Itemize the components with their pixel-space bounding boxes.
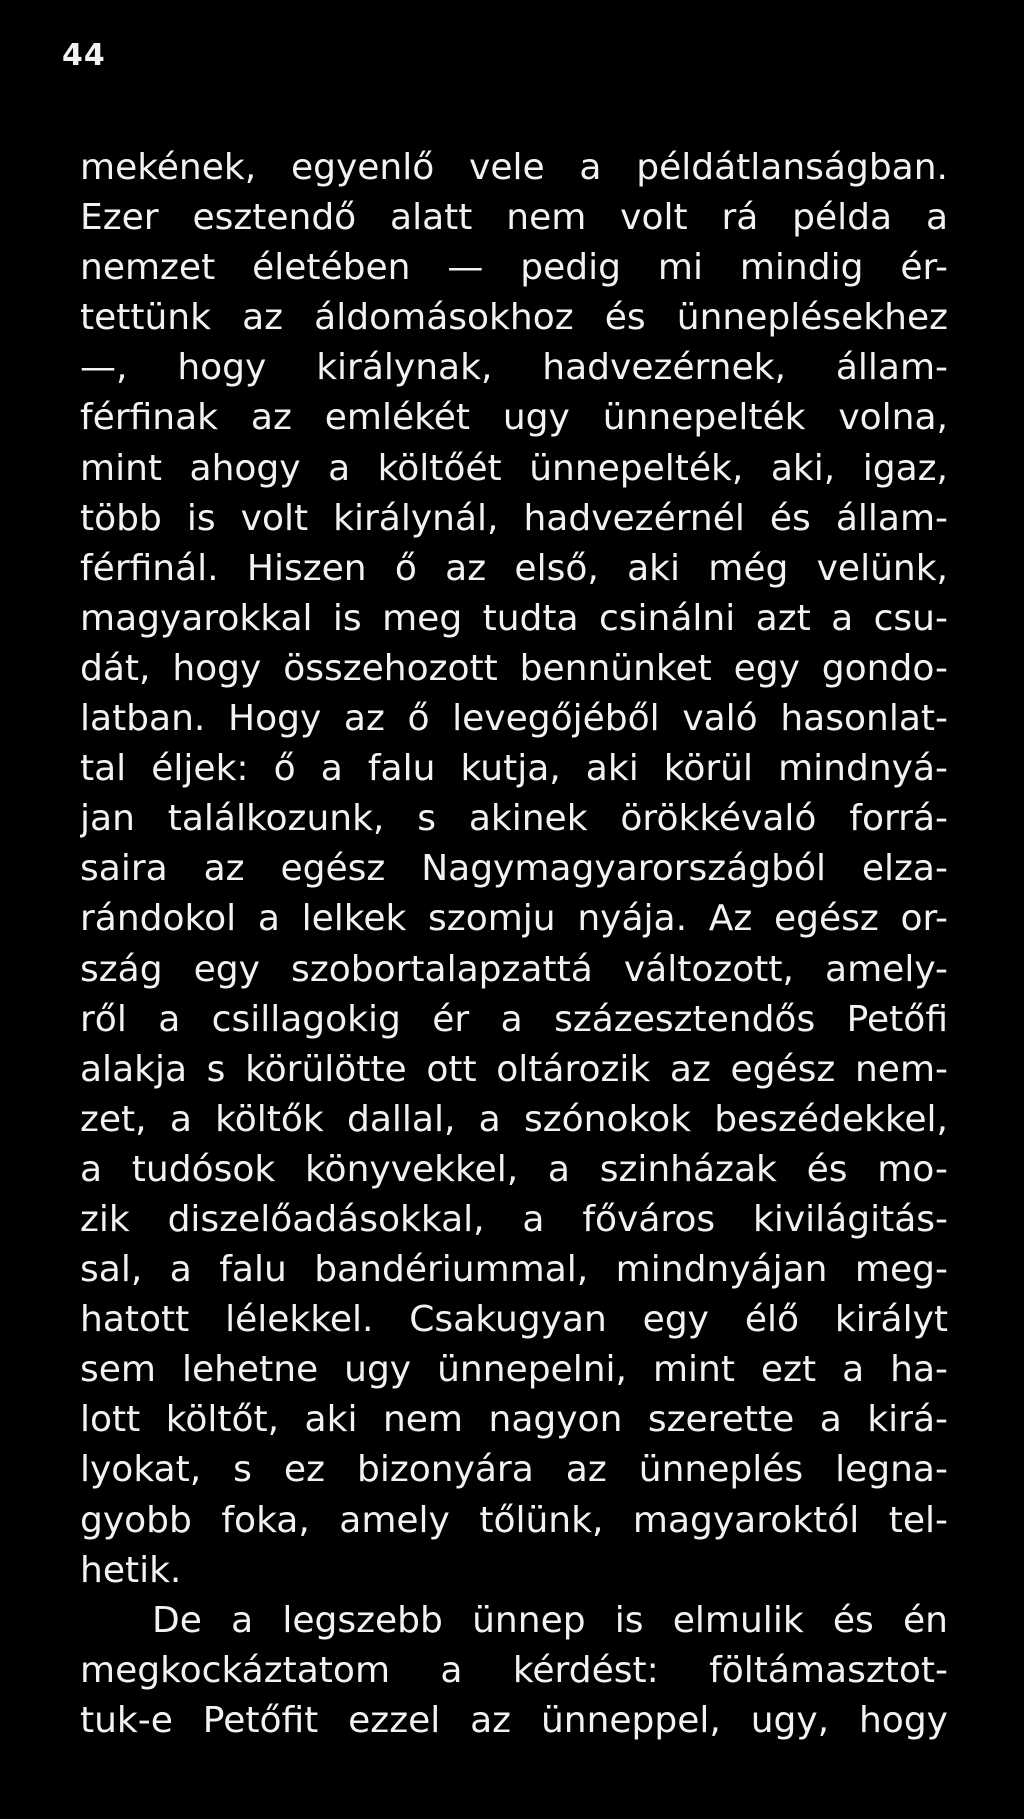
text-line: alakja s körülötte ott oltározik az egész nem- xyxy=(80,1048,948,1090)
text-line: férfinak az emlékét ugy ünnepelték volna, xyxy=(80,397,948,439)
text-line: saira az egész Nagymagyarországból elza- xyxy=(80,848,948,890)
text-line: hatott lélekkel. Csakugyan egy élő királyt xyxy=(80,1299,948,1341)
text-line: De a legszebb ünnep is elmulik és én xyxy=(152,1599,948,1641)
text-line: sem lehetne ugy ünnepelni, mint ezt a ha- xyxy=(80,1349,948,1391)
text-line: több is volt királynál, hadvezérnél és állam- xyxy=(80,497,948,539)
text-line: nemzet életében — pedig mi mindig ér- xyxy=(80,247,948,289)
text-line: zik diszelőadásokkal, a főváros kivilágitás- xyxy=(80,1198,948,1240)
text-line: —, hogy királynak, hadvezérnek, állam- xyxy=(80,347,948,389)
text-line: lott költőt, aki nem nagyon szerette a kirá- xyxy=(80,1399,948,1441)
text-line: mekének, egyenlő vele a példátlanságban. xyxy=(80,147,948,188)
text-line: gyobb foka, amely tőlünk, magyaroktól tel- xyxy=(80,1499,948,1541)
text-line: mint ahogy a költőét ünnepelték, aki, igaz, xyxy=(80,447,948,489)
text-line: szág egy szobortalapzattá változott, amely- xyxy=(80,948,948,990)
text-line: férfinál. Hiszen ő az első, aki még velünk, xyxy=(80,547,948,589)
text-line: sal, a falu bandériummal, mindnyájan meg- xyxy=(80,1249,948,1291)
text-line: tettünk az áldomásokhoz és ünneplésekhez xyxy=(80,297,948,339)
text-line: zet, a költők dallal, a szónokok beszédekkel, xyxy=(80,1098,948,1140)
text-line: megkockáztatom a kérdést: föltámasztot- xyxy=(80,1649,948,1691)
text-line: rándokol a lelkek szomju nyája. Az egész or- xyxy=(80,898,948,940)
text-line: tal éljek: ő a falu kutja, aki körül mindnyá- xyxy=(80,748,948,790)
text-line: latban. Hogy az ő levegőjéből való hasonlat- xyxy=(80,698,948,740)
page-number: 44 xyxy=(62,38,106,73)
text-line: Ezer esztendő alatt nem volt rá példa a xyxy=(80,197,948,239)
text-line: lyokat, s ez bizonyára az ünneplés legna- xyxy=(80,1449,948,1491)
text-line: magyarokkal is meg tudta csinálni azt a csu- xyxy=(80,597,948,639)
text-line: dát, hogy összehozott bennünket egy gondo- xyxy=(80,647,948,689)
text-line: tuk-e Petőfit ezzel az ünneppel, ugy, hogy xyxy=(80,1699,948,1741)
text-line: jan találkozunk, s akinek örökkévaló forrá- xyxy=(80,798,948,840)
text-line: hetik. xyxy=(80,1549,182,1591)
text-line: ről a csillagokig ér a százesztendős Petőfi xyxy=(80,998,948,1040)
text-line: a tudósok könyvekkel, a szinházak és mo- xyxy=(80,1148,948,1190)
paragraph-1 xyxy=(80,143,948,1746)
